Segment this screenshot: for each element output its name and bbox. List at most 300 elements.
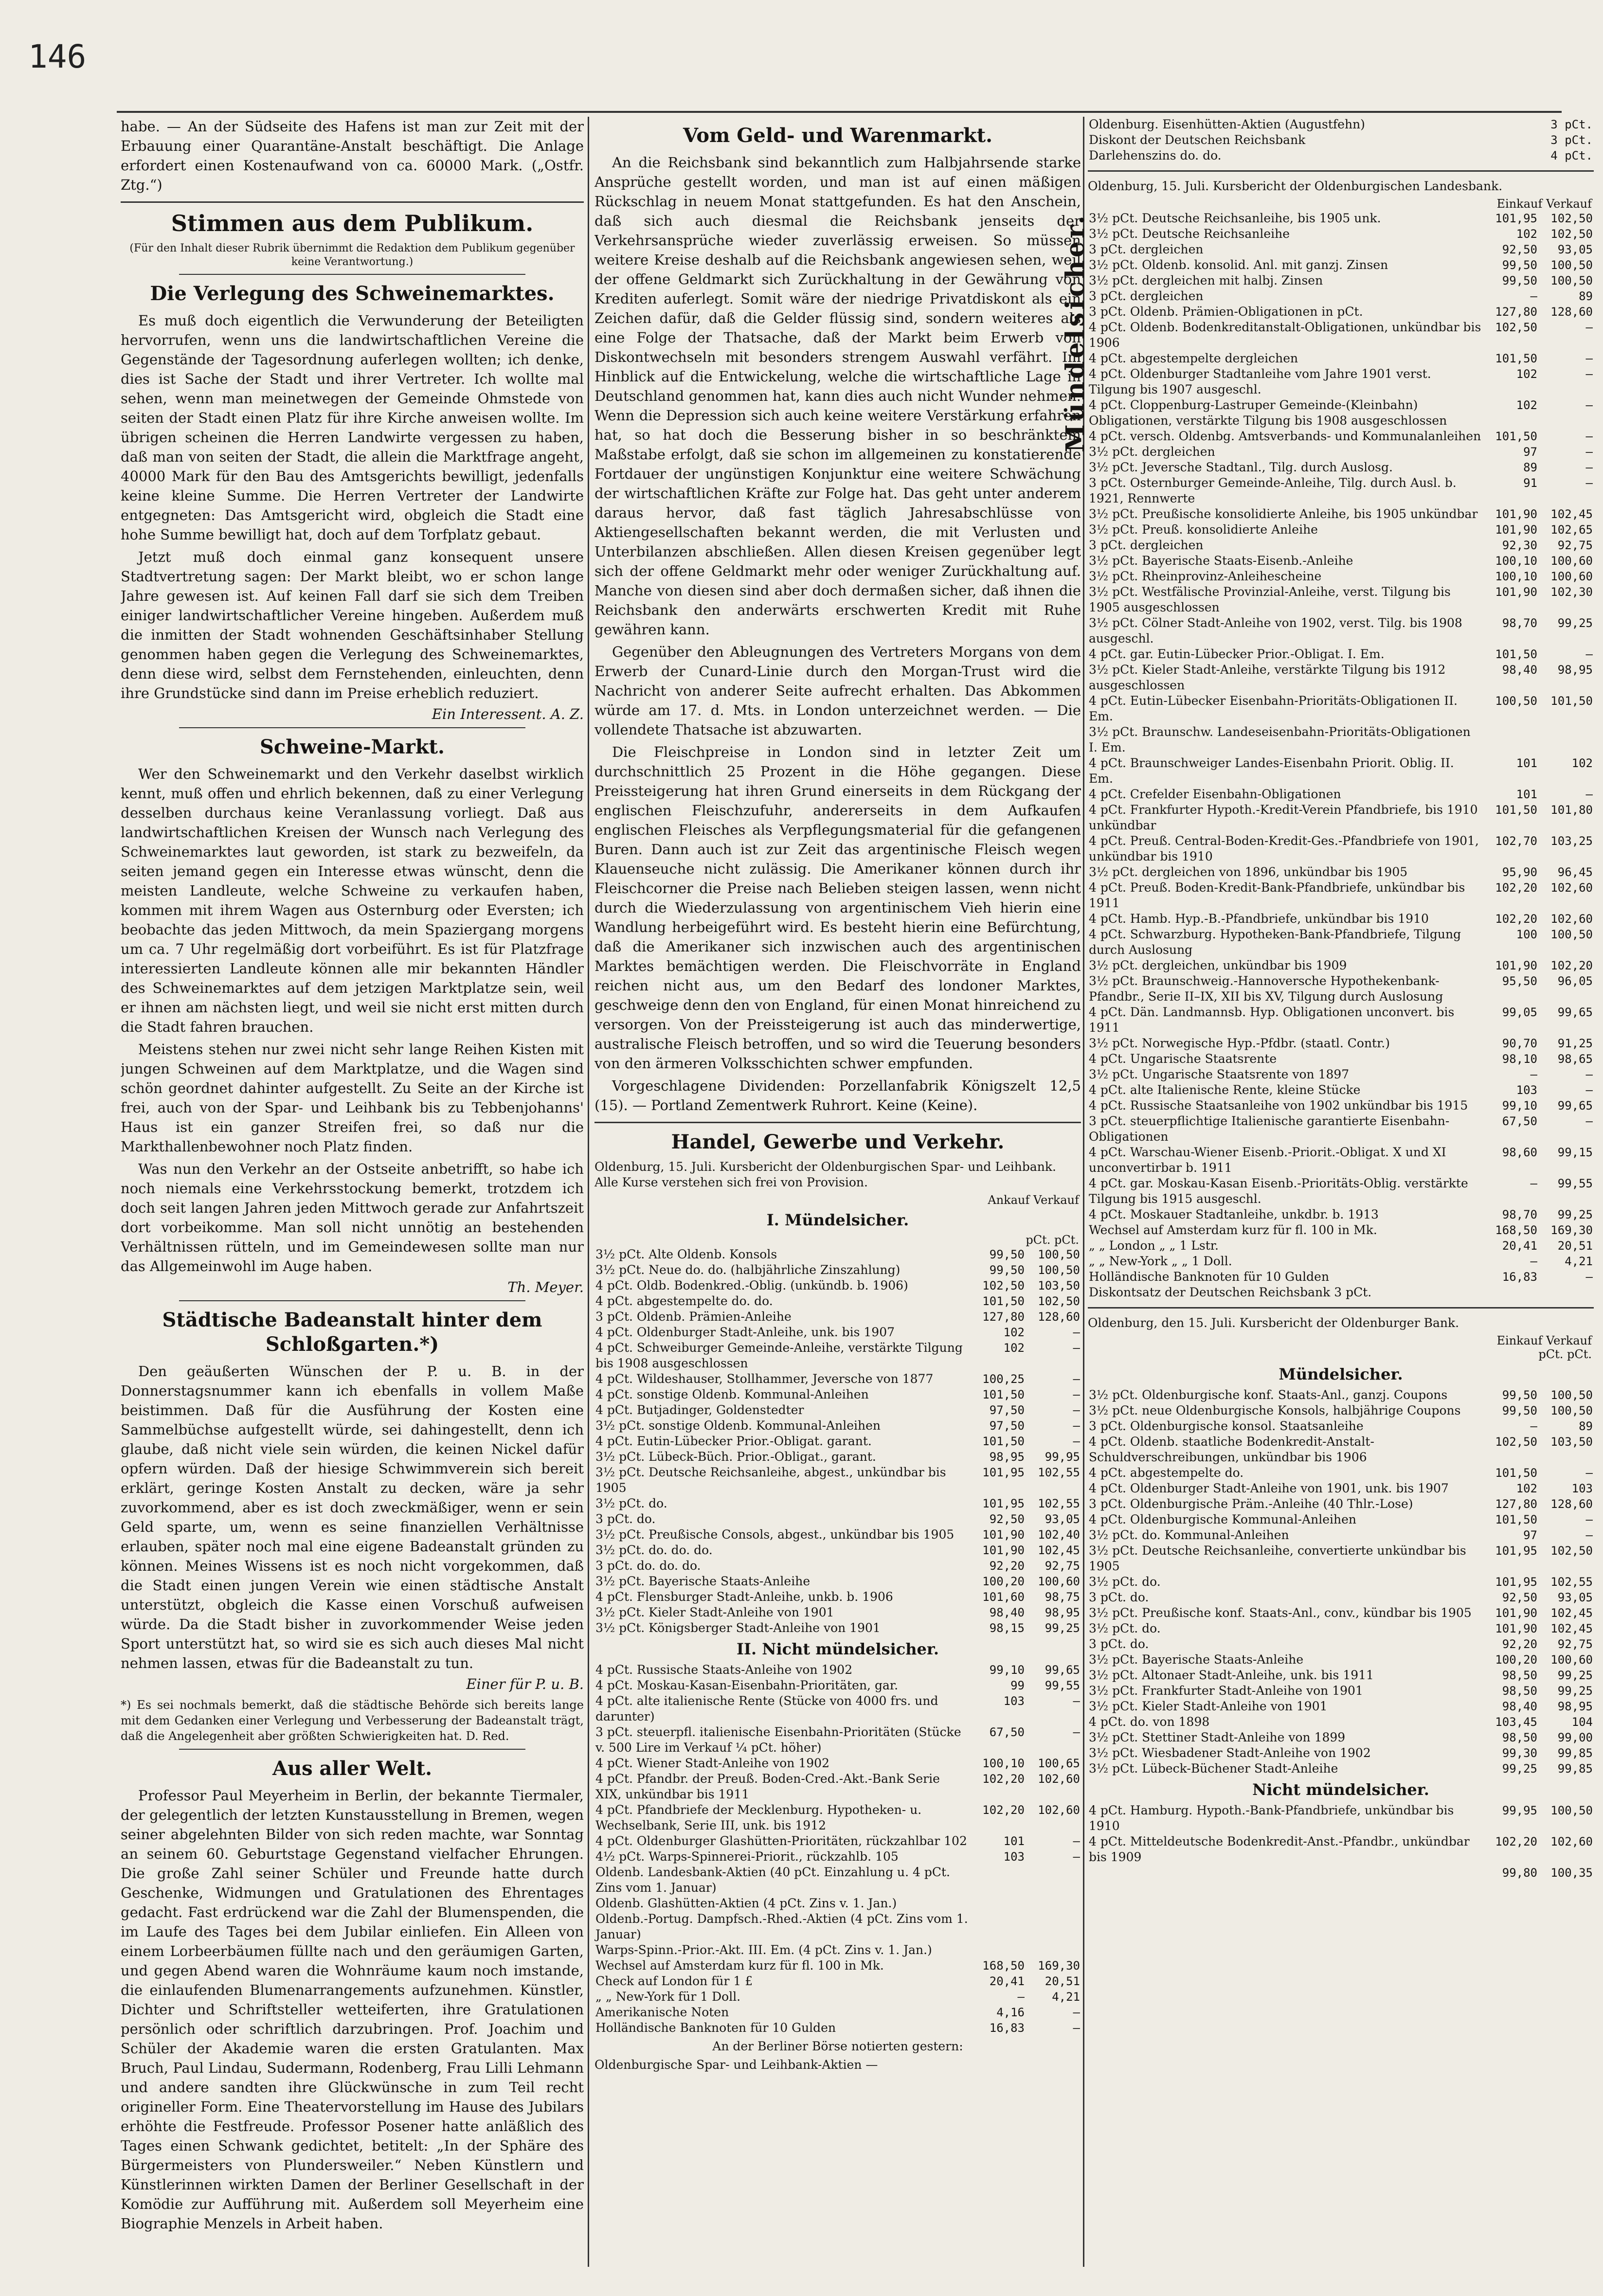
- quote-buy: 98,60: [1502, 1146, 1537, 1159]
- quote-buy: 99,10: [1502, 1099, 1537, 1112]
- quote-buy: 97: [1523, 1528, 1537, 1542]
- quote-row: [1088, 460, 1594, 475]
- security-name: 3 pCt. Osternburger Gemeinde-Anleihe, Tilg. durch Ausl. b. 1921, Rennwerte: [1089, 476, 1457, 505]
- quote-sell: 102,65: [1550, 523, 1593, 537]
- security-name: 3½ pCt. Preußische Consols, abgest., unkündbar bis 1905: [595, 1527, 955, 1542]
- quote-sell: —: [1585, 1528, 1593, 1542]
- quote-sell: 102,45: [1550, 1606, 1593, 1620]
- quote-row: [1088, 787, 1594, 802]
- quote-sell: 93,05: [1557, 243, 1593, 256]
- security-name: 3½ pCt. do.: [1089, 1575, 1161, 1589]
- quote-sell: 99,85: [1557, 1762, 1593, 1776]
- quote-sell: 99,25: [1557, 616, 1593, 630]
- quote-buy: [1483, 1285, 1538, 1300]
- security-name: 3½ pCt. Preuß. konsolidierte Anleihe: [1089, 522, 1318, 537]
- security-name: 3½ pCt. Frankfurter Stadt-Anleihe von 1901: [1089, 1684, 1363, 1698]
- security-name: 4 pCt. Oldenb. Bodenkreditanstalt-Obligationen, unkündbar bis 1906: [1089, 320, 1481, 350]
- quote-row: [594, 1371, 1081, 1387]
- quote-buy: 102: [1516, 367, 1537, 381]
- security-name: 4 pCt. Crefelder Eisenbahn-Obligationen: [1089, 787, 1341, 801]
- quote-note: An der Berliner Börse notierten gestern:: [712, 2039, 963, 2053]
- quote-sell: 102,50: [1550, 1544, 1593, 1558]
- quote-sell: 99,25: [1045, 1621, 1080, 1635]
- quote-sell: —: [1073, 1725, 1080, 1739]
- security-name: 3½ pCt. Kieler Stadt-Anleihe von 1901: [1089, 1699, 1328, 1713]
- quote-sell: 96,05: [1557, 974, 1593, 988]
- quote-row: [1088, 927, 1594, 958]
- quote-buy: —: [1530, 1177, 1537, 1190]
- column-divider-1: [588, 117, 589, 2267]
- article-paragraph: An die Reichsbank sind bekanntlich zum Halbjahrsende starke Ansprüche gestellt worden, und man ist auf einen mäßigen Rückschlag in neuem Monat stattgefunden. Es hat den Anschein, daß sich auch diesmal die Reichsbank jenseits der Verkehrsansprüche wieder zuverlässig erweisen. So müssen weitere Kreise deshalb auf die Reichsbank angewiesen sehen, weil der offene Geldmarkt sich Zurückhaltung in der Gewährung von Krediten auferlegt. Somit wäre der niedrige Privatdiskont als ein Zeichen dafür, daß die Gelder flüssig sind, sondern weiteres als eine Folge der Thatsache, daß der Markt beim Erwerb von Diskontwechseln mit besonders strengem Auswahl verfährt. Im Hinblick auf die Entwickelung, welche die wirtschaftliche Lage in Deutschland genommen hat, kann dies auch nicht Wunder nehmen. Wenn die Depression sich auch keine weitere Verstärkung erfahren hat, so hat doch die Besserung bisher in so beschränktem Maßstabe erfolgt, daß sie schon im allgemeinen zu konstatierende Fortdauer der ungünstigen Konjunktur eine weitere Schwächung der wirtschaftlichen Kräfte zur Folge hat. Das geht unter anderem daraus hervor, daß fast täglich Jahresabschlüsse von Aktiengesellschaften bekannt werden, die mit Verlusten und Unterbilanzen abschließen. Allen diesen Kreisen gegenüber legt sich der offene Geldmarkt mehr oder weniger Zurückhaltung auf. Manche von diesen sind aber doch dermaßen sicher, daß ihnen die Reichsbank den anderwärts erschwerten Kredit mit Ruhe gewähren kann.: [594, 154, 1081, 638]
- quote-row: [594, 1574, 1081, 1589]
- quote-buy: 100: [1516, 928, 1537, 941]
- quote-sell: 98,65: [1557, 1052, 1593, 1066]
- quote-buy: 168,50: [1495, 1223, 1537, 1237]
- quote-buy: 102: [1516, 227, 1537, 241]
- quote-buy: 168,50: [982, 1959, 1025, 1973]
- quote-buy: 100,50: [1495, 694, 1537, 708]
- quote-sell: 99,55: [1557, 1177, 1593, 1190]
- security-name: 3½ pCt. Ungarische Staatsrente von 1897: [1089, 1067, 1350, 1081]
- quote-row: [1088, 1403, 1594, 1418]
- quote-buy: 16,83: [989, 2021, 1025, 2035]
- quote-sell: 103,25: [1550, 834, 1593, 848]
- security-name: 3½ pCt. sonstige Oldenb. Kommunal-Anleihen: [595, 1418, 881, 1433]
- quote-buy: —: [1530, 1068, 1537, 1081]
- quote-buy: 100,10: [1495, 554, 1537, 568]
- quote-buy: 90,70: [1502, 1037, 1537, 1050]
- quote-buy: 102,20: [1495, 1835, 1537, 1848]
- quote-row: [1088, 1082, 1594, 1098]
- quote-sell: —: [1585, 1114, 1593, 1128]
- security-name: „ „ New-York für 1 Doll.: [595, 1990, 741, 2004]
- quote-row: [1088, 880, 1594, 911]
- quote-sell: [1026, 1865, 1081, 1896]
- quote-row: [1088, 1683, 1594, 1699]
- quote-row: [1088, 911, 1594, 927]
- quote-row: [1088, 1714, 1594, 1730]
- article-title: Städtische Badeanstalt hinter dem Schloßgarten.*): [162, 1309, 542, 1356]
- quote-sell: 102,30: [1550, 585, 1593, 599]
- quote-sell: 99,85: [1557, 1746, 1593, 1760]
- quote-buy: 102,20: [1495, 912, 1537, 926]
- quote-sell: —: [1585, 445, 1593, 459]
- quote-buy: 99,50: [1502, 274, 1537, 287]
- quote-row: [594, 1973, 1081, 1989]
- quote-row: [1088, 724, 1594, 755]
- quote-sell: 100,50: [1550, 1388, 1593, 1402]
- quote-sell: 92,75: [1557, 538, 1593, 552]
- quote-buy: 101,50: [982, 1435, 1025, 1448]
- quote-sell: 102,55: [1550, 1575, 1593, 1589]
- quote-row: [1088, 1465, 1594, 1481]
- security-name: 4 pCt. Oldb. Bodenkred.-Oblig. (unkündb. b. 1906): [595, 1278, 908, 1292]
- quote-row: [594, 1449, 1081, 1465]
- security-name: 3 pCt. dergleichen: [1089, 538, 1204, 552]
- security-name: 3 pCt. dergleichen: [1089, 289, 1204, 303]
- quote-row: [1088, 1207, 1594, 1222]
- quote-sell: 100,50: [1038, 1248, 1080, 1261]
- quote-buy: 103: [1003, 1850, 1025, 1864]
- quote-buy: 101,90: [1495, 523, 1537, 537]
- quote-buy: 102: [1516, 398, 1537, 412]
- security-name: 3½ pCt. Altonaer Stadt-Anleihe, unk. bis 1911: [1089, 1668, 1374, 1682]
- quote-buy: 102,50: [1495, 321, 1537, 334]
- quote-buy: 101: [1516, 756, 1537, 770]
- quote-sell: —: [1073, 2006, 1080, 2019]
- security-name: 4 pCt. Preuß. Central-Boden-Kredit-Ges.-Pfandbriefe von 1901, unkündbar bis 1910: [1089, 834, 1479, 863]
- quote-row: [1088, 693, 1594, 724]
- quote-sell: —: [1073, 1326, 1080, 1339]
- quote-row: [1088, 1004, 1594, 1036]
- security-name: 4 pCt. Flensburger Stadt-Anleihe, unkb. b. 1906: [595, 1590, 893, 1604]
- security-name: 3½ pCt. Königsberger Stadt-Anleihe von 1901: [595, 1621, 881, 1635]
- security-name: 3½ pCt. Westfälische Provinzial-Anleihe, verst. Tilgung bis 1905 ausgeschlossen: [1089, 585, 1451, 614]
- quote-row: [1088, 444, 1594, 460]
- quote-row: [594, 1849, 1081, 1865]
- security-name: 3½ pCt. Preußische konf. Staats-Anl., conv., kündbar bis 1905: [1089, 1606, 1472, 1620]
- quote-buy: 20,41: [989, 1974, 1025, 1988]
- quote-buy: 99,50: [1502, 1388, 1537, 1402]
- article-title: Handel, Gewerbe und Verkehr.: [671, 1130, 1005, 1153]
- quote-buy: 103,45: [1495, 1715, 1537, 1729]
- quote-row: [1088, 1574, 1594, 1590]
- article-paragraph: Was nun den Verkehr an der Ostseite anbetrifft, so habe ich noch niemals eine Verkehrsstockung bemerkt, trotzdem ich doch seit langen Jahren jeden Mittwoch gerade zur Anfahrtszeit dort vorbeikomme. Man soll nicht unnötig an bestehenden Verhältnissen rütteln, und im Gemeindewesen sollte man nur das Allgemeinwohl im Auge haben.: [121, 1161, 584, 1274]
- quote-buy: 101,50: [982, 1294, 1025, 1308]
- quote-row: [1088, 1481, 1594, 1496]
- quote-buy: 101,95: [982, 1466, 1025, 1479]
- quote-row: [594, 1278, 1081, 1293]
- quote-row: [594, 1527, 1081, 1543]
- quote-sell: 102,50: [1038, 1294, 1080, 1308]
- quote-buy: 4,16: [996, 2006, 1025, 2019]
- quote-row: [1088, 351, 1594, 366]
- quote-subheading: I. Mündelsicher.: [766, 1211, 909, 1229]
- quote-row: [1088, 1176, 1594, 1207]
- security-name: 3½ pCt. do. Kommunal-Anleihen: [1089, 1528, 1289, 1542]
- security-name: 3 pCt. Oldenburgische konsol. Staatsanleihe: [1089, 1419, 1364, 1433]
- page-number: 146: [28, 38, 87, 75]
- quote-table: [594, 1662, 1081, 2036]
- quote-buy: 99,50: [989, 1248, 1025, 1261]
- quote-sell: 100,50: [1550, 1404, 1593, 1417]
- quote-sell: [1026, 1942, 1081, 1958]
- quote-row: [1088, 662, 1594, 693]
- quote-sell: 102: [1571, 756, 1593, 770]
- security-name: 4 pCt. versch. Oldenbg. Amtsverbands- und Kommunalanleihen: [1089, 429, 1481, 443]
- quote-row: [594, 1309, 1081, 1325]
- quote-row: [1088, 1527, 1594, 1543]
- quote-sell: —: [1073, 1388, 1080, 1401]
- security-name: 4 pCt. Oldenburger Stadt-Anleihe, unk. bis 1907: [595, 1325, 895, 1339]
- quote-sell: 99,65: [1557, 1005, 1593, 1019]
- quote-sell: —: [1073, 1694, 1080, 1708]
- article-signature: Th. Meyer.: [507, 1279, 584, 1295]
- quote-buy: 127,80: [1495, 305, 1537, 319]
- security-name: Wechsel auf Amsterdam kurz für fl. 100 in Mk.: [1089, 1223, 1377, 1237]
- quote-row: [1088, 1605, 1594, 1621]
- security-name: 3 pCt. dergleichen: [1089, 242, 1204, 256]
- quote-sell: 102,60: [1550, 1835, 1593, 1848]
- quote-sell: —: [1585, 476, 1593, 490]
- quote-row: [1088, 1098, 1594, 1113]
- security-name: 3½ pCt. Alte Oldenb. Konsols: [595, 1247, 777, 1261]
- quote-sell: —: [1073, 1372, 1080, 1386]
- security-name: 4 pCt. Eutin-Lübecker Prior.-Obligat. garant.: [595, 1434, 872, 1448]
- quote-buy: 99,50: [989, 1263, 1025, 1277]
- quote-row: [1088, 1285, 1594, 1300]
- quote-sell: 102,50: [1550, 212, 1593, 225]
- quote-row: [1088, 304, 1594, 320]
- security-name: 3½ pCt. Braunschweig.-Hannoversche Hypothekenbank-Pfandbr., Serie II–IX, XII bis XV, Tilgung durch Auslosung: [1089, 974, 1443, 1004]
- quote-row: [1088, 1699, 1594, 1714]
- quote-buy: 102: [1003, 1341, 1025, 1355]
- quote-row: [1088, 1051, 1594, 1067]
- quote-row: [1088, 226, 1594, 242]
- quote-buy: 101,90: [982, 1543, 1025, 1557]
- quote-sell: [1026, 1911, 1081, 1942]
- security-name: 3½ pCt. Bayerische Staats-Eisenb.-Anleihe: [1089, 554, 1353, 568]
- divider: [179, 727, 525, 728]
- quote-row: [1088, 553, 1594, 569]
- quote-sell: 102,45: [1550, 507, 1593, 521]
- quote-row: [1088, 755, 1594, 787]
- quote-buy: 100,20: [982, 1575, 1025, 1588]
- security-name: 3½ pCt. Lübeck-Büchener Stadt-Anleihe: [1089, 1761, 1338, 1776]
- quote-row: [1088, 1222, 1594, 1238]
- security-name: 4½ pCt. Warps-Spinnerei-Priorit., rückzahlb. 105: [595, 1849, 899, 1864]
- quote-row: [594, 1262, 1081, 1278]
- quote-row: [1088, 646, 1594, 662]
- quote-buy: 67,50: [1502, 1114, 1537, 1128]
- security-name: 3½ pCt. Kieler Stadt-Anleihe von 1901: [595, 1605, 834, 1619]
- security-name: Darlehenszins do. do.: [1089, 148, 1222, 162]
- quote-buy: 101,50: [1495, 352, 1537, 365]
- quote-subheading: Mündelsicher.: [1279, 1365, 1403, 1383]
- security-name: 4 pCt. Dän. Landmannsb. Hyp. Obligationen unconvert. bis 1911: [1089, 1005, 1455, 1035]
- quote-sell: 128,60: [1550, 305, 1593, 319]
- security-name: 4 pCt. do. von 1898: [1089, 1715, 1210, 1729]
- security-name: 3½ pCt. do. do. do.: [595, 1543, 713, 1557]
- column-middle: [594, 117, 1081, 2267]
- quote-row: [1088, 1668, 1594, 1683]
- quote-row: [1088, 973, 1594, 1004]
- quote-columns: Einkauf Verkauf: [1496, 1334, 1592, 1347]
- quote-row: [1088, 833, 1594, 864]
- section-divider: [594, 1122, 1081, 1123]
- article-paragraph: Meistens stehen nur zwei nicht sehr lange Reihen Kisten mit jungen Schweinen auf dem Marktplatze, und die Wagen sind schön geordnet dahinter aufgestellt. Zu Seite an der Kirche ist frei, auch von der Spar- und Leihbank bis zu Tebbenjohanns' Haus ist ein ganzer Streifen frei, so daß nur die Markthallenbewohner noch Platz finden.: [121, 1041, 584, 1155]
- security-name: 3 pCt. do.: [1089, 1637, 1149, 1651]
- security-name: 4 pCt. Preuß. Boden-Kredit-Bank-Pfandbriefe, unkündbar bis 1911: [1089, 880, 1465, 910]
- security-name: 3½ pCt. Preußische konsolidierte Anleihe, bis 1905 unkündbar: [1089, 507, 1478, 521]
- quote-sell: 98,75: [1045, 1590, 1080, 1604]
- quote-buy: 101,95: [982, 1497, 1025, 1510]
- quote-sell: —: [1585, 1466, 1593, 1480]
- quote-sell: 100,65: [1038, 1757, 1080, 1770]
- quote-sell: 102,60: [1038, 1772, 1080, 1786]
- article-title: Vom Geld- und Warenmarkt.: [683, 124, 993, 147]
- quote-buy: 98,40: [989, 1606, 1025, 1619]
- quote-buy: 101,50: [1495, 647, 1537, 661]
- quote-row: [594, 1911, 1081, 1942]
- quote-buy: 101,95: [1495, 1544, 1537, 1558]
- security-name: [1088, 1865, 1483, 1881]
- quote-row: [594, 1942, 1081, 1958]
- quote-buy: 99,30: [1502, 1746, 1537, 1760]
- security-name: 3 pCt. Oldenburgische Präm.-Anleihe (40 Thlr.-Lose): [1089, 1497, 1413, 1511]
- security-name: 4 pCt. sonstige Oldenb. Kommunal-Anleihen: [595, 1387, 869, 1401]
- quote-sell: —: [1585, 352, 1593, 365]
- security-name: 4 pCt. Oldenburger Glashütten-Prioritäten, rückzahlbar 102: [595, 1834, 967, 1848]
- column-right: [1088, 117, 1594, 2267]
- quote-sell: —: [1073, 2021, 1080, 2035]
- quote-sell: 102,40: [1038, 1528, 1080, 1542]
- quote-sell: 100,60: [1038, 1575, 1080, 1588]
- quote-row: [1088, 1496, 1594, 1512]
- security-name: 4 pCt. Moskau-Kasan-Eisenbahn-Prioritäten, gar.: [595, 1678, 899, 1692]
- quote-header: Oldenburg, 15. Juli. Kursbericht der Oldenburgischen Landesbank.: [1088, 179, 1503, 193]
- quote-row: [1088, 132, 1594, 148]
- security-name: 4 pCt. alte Italienische Rente, kleine Stücke: [1089, 1083, 1361, 1097]
- quote-sell: 102,60: [1038, 1803, 1080, 1817]
- quote-row: [594, 1496, 1081, 1511]
- quote-buy: —: [1530, 1255, 1537, 1268]
- security-name: Diskont der Deutschen Reichsbank: [1089, 133, 1306, 147]
- footnote: *) Es sei nochmals bemerkt, daß die städtische Behörde sich bereits lange mit dem Gedanken einer Verlegung und Verbesserung der Badeanstalt trägt, daß die Angelegenheit aber größten Schwierigkeiten hat. D. Red.: [121, 1698, 584, 1743]
- quote-sell: —: [1073, 1834, 1080, 1848]
- quote-sell: —: [1585, 647, 1593, 661]
- quote-sell: 98,95: [1045, 1606, 1080, 1619]
- quote-buy: 101,50: [1495, 430, 1537, 443]
- quote-row: [594, 1833, 1081, 1849]
- quote-buy: 101,90: [1495, 585, 1537, 599]
- quote-buy: 101,90: [1495, 959, 1537, 972]
- section-title: Stimmen aus dem Publikum.: [171, 210, 534, 236]
- quote-sell: 169,30: [1550, 1223, 1593, 1237]
- quote-sell: 98,95: [1557, 1700, 1593, 1713]
- quote-sell: —: [1585, 1083, 1593, 1097]
- article-paragraph: Vorgeschlagene Dividenden: Porzellanfabrik Königszelt 12,5 (15). — Portland Zementwerk Ruhrort. Keine (Keine).: [594, 1077, 1081, 1113]
- security-name: 3½ pCt. Stettiner Stadt-Anleihe von 1899: [1089, 1730, 1346, 1744]
- security-name: 3 pCt. steuerpfl. italienische Eisenbahn-Prioritäten (Stücke v. 500 Lire im Verkauf ¼ pCt. höher): [595, 1725, 961, 1755]
- quote-sell: 93,05: [1045, 1512, 1080, 1526]
- security-name: 4 pCt. Pfandbr. der Preuß. Boden-Cred.-Akt.-Bank Serie XIX, unkündbar bis 1911: [595, 1772, 940, 1801]
- quote-buy: 98,40: [1502, 663, 1537, 677]
- quote-row: [594, 1620, 1081, 1636]
- column-left: [121, 117, 584, 2267]
- quote-buy: 101,90: [1495, 507, 1537, 521]
- quote-row: [594, 1662, 1081, 1678]
- quote-row: [1088, 1145, 1594, 1176]
- quote-buy: 92,50: [1502, 1591, 1537, 1604]
- quote-sell: 99,95: [1045, 1450, 1080, 1464]
- quote-buy: 100,10: [1495, 570, 1537, 583]
- quote-sell: 103,50: [1038, 1279, 1080, 1292]
- quote-table: [1088, 1387, 1594, 1776]
- quote-row: [1088, 117, 1594, 132]
- quote-sell: 92,75: [1557, 1637, 1593, 1651]
- quote-row: [1088, 615, 1594, 646]
- quote-row: [594, 1558, 1081, 1574]
- quote-sell: 169,30: [1038, 1959, 1080, 1973]
- security-name: 4 pCt. Russische Staatsanleihe von 1902 unkündbar bis 1915: [1089, 1098, 1468, 1112]
- quote-sell: 99,25: [1557, 1668, 1593, 1682]
- quote-sell: 99,25: [1557, 1208, 1593, 1221]
- security-name: 4 pCt. Wiener Stadt-Anleihe von 1902: [595, 1756, 829, 1770]
- quote-sell: —: [1585, 430, 1593, 443]
- security-name: 4 pCt. Braunschweiger Landes-Eisenbahn Priorit. Oblig. II. Em.: [1089, 756, 1454, 786]
- article-signature: Ein Interessent. A. Z.: [432, 706, 584, 722]
- quote-buy: 99,25: [1502, 1762, 1537, 1776]
- security-name: 4 pCt. Mitteldeutsche Bodenkredit-Anst.-Pfandbr., unkündbar bis 1909: [1089, 1834, 1470, 1864]
- security-name: Diskontsatz der Deutschen Reichsbank 3 pCt.: [1089, 1285, 1372, 1299]
- quote-row: [594, 1865, 1081, 1896]
- quote-buy: 102,70: [1495, 834, 1537, 848]
- quote-sell: 20,51: [1045, 1974, 1080, 1988]
- security-name: 3½ pCt. do.: [595, 1496, 667, 1510]
- quote-table: [594, 1247, 1081, 1636]
- security-name: 3½ pCt. Deutsche Reichsanleihe, convertierte unkündbar bis 1905: [1089, 1543, 1466, 1573]
- quote-row: [1088, 288, 1594, 304]
- quote-row: [594, 1958, 1081, 1973]
- quote-row: [594, 1605, 1081, 1620]
- quote-buy: 103: [1003, 1694, 1025, 1708]
- quote-row: [594, 1434, 1081, 1449]
- quote-row: [1088, 1730, 1594, 1745]
- security-name: 3½ pCt. Bayerische Staats-Anleihe: [1089, 1652, 1304, 1667]
- quote-row: [1088, 1238, 1594, 1254]
- quote-row: [1088, 1745, 1594, 1761]
- section-note: (Für den Inhalt dieser Rubrik übernimmt die Redaktion dem Publikum gegenüber keine Verantwortung.): [129, 242, 575, 268]
- quote-buy: 3 pCt.: [1550, 118, 1593, 131]
- quote-buy: 101,50: [1495, 1466, 1537, 1480]
- quote-buy: 98,70: [1502, 1208, 1537, 1221]
- quote-row: [1088, 1803, 1594, 1834]
- quote-buy: 92,20: [1502, 1637, 1537, 1651]
- quote-sell: 102,60: [1550, 912, 1593, 926]
- quote-sell: 98,95: [1557, 663, 1593, 677]
- quote-buy: [970, 1911, 1026, 1942]
- quote-buy: 102: [1516, 1482, 1537, 1495]
- security-name: 3 pCt. do.: [1089, 1590, 1149, 1604]
- article-signature: Einer für P. u. B.: [466, 1676, 584, 1692]
- quote-sell: 100,35: [1550, 1866, 1593, 1880]
- quote-buy: [970, 1896, 1026, 1911]
- quote-note: Oldenburgische Spar- und Leihbank-Aktien —: [594, 2058, 878, 2072]
- quote-row: [1088, 1865, 1594, 1881]
- quote-buy: 98,70: [1502, 616, 1537, 630]
- divider: [179, 1749, 525, 1750]
- quote-buy: 101,60: [982, 1590, 1025, 1604]
- security-name: 3 pCt. steuerpflichtige Italienische garantierte Eisenbahn-Obligationen: [1089, 1114, 1450, 1144]
- quote-sell: —: [1585, 1068, 1593, 1081]
- quote-sell: 89: [1579, 289, 1593, 303]
- article-title: Aus aller Welt.: [272, 1757, 432, 1780]
- quote-row: [1088, 538, 1594, 553]
- article-paragraph: Professor Paul Meyerheim in Berlin, der bekannte Tiermaler, der gelegentlich der letzten Kunstausstellung in Bremen, wegen seiner abgelehnten Bilder von sich reden machte, war Sonntag an seinem 60. Geburtstage Gegenstand vielfacher Ehrungen. Die große Zahl seiner Schüler und Freunde hatte durch Geschenke, Widmungen und Gratulationen des Ehrentages gedacht. Fast erdrückend war die Zahl der Blumenspenden, die im Laufe des Tages bei dem Jubilar einliefen. Ein Alleen von einem Lorbeerbäumen füllte nach und den geräumigen Garten, und gegen Abend waren die Wohnräume kaum noch imstande, die einlaufenden Blumenarrangements aufzunehmen. Künstler, Dichter und Schriftsteller wetteiferten, ihre Gratulationen persönlich oder schriftlich darzubringen. Prof. Joachim und Schüler der Akademie waren die ersten Gratulanten. Max Bruch, Paul Lindau, Sudermann, Rodenberg, Frau Lilli Lehmann und andere sandten ihre Glückwünsche in zum Teil recht origineller Form. Eine Theatervorstellung im Hause des Jubilars erhöhte die Festfreude. Professor Posener hatte anläßlich des Tages einen Schwank gedichtet, betitelt: „In der Sphäre des Bürgermeisters von Plundersweiler.“ Neben Künstlern und Künstlerinnen wirkten Damen der Berliner Gesellschaft in der Komödie zur Aufführung mit. Außerdem soll Meyerheim eine Biographie Menzels in Arbeit haben.: [121, 1787, 584, 2232]
- quote-row: [1088, 1761, 1594, 1776]
- quote-buy: 127,80: [982, 1310, 1025, 1324]
- quote-row: [594, 1387, 1081, 1402]
- quote-buy: 20,41: [1502, 1239, 1537, 1253]
- quote-row: [1088, 1636, 1594, 1652]
- security-name: 3½ pCt. Braunschw. Landeseisenbahn-Prioritäts-Obligationen I. Em.: [1089, 725, 1471, 754]
- security-name: 3½ pCt. dergleichen, unkündbar bis 1909: [1089, 958, 1347, 972]
- quote-buy: 101,50: [1495, 803, 1537, 817]
- quote-sell: 102,20: [1550, 959, 1593, 972]
- quote-row: [594, 2005, 1081, 2020]
- quote-header: Oldenburg, den 15. Juli. Kursbericht der Oldenburger Bank.: [1088, 1316, 1459, 1330]
